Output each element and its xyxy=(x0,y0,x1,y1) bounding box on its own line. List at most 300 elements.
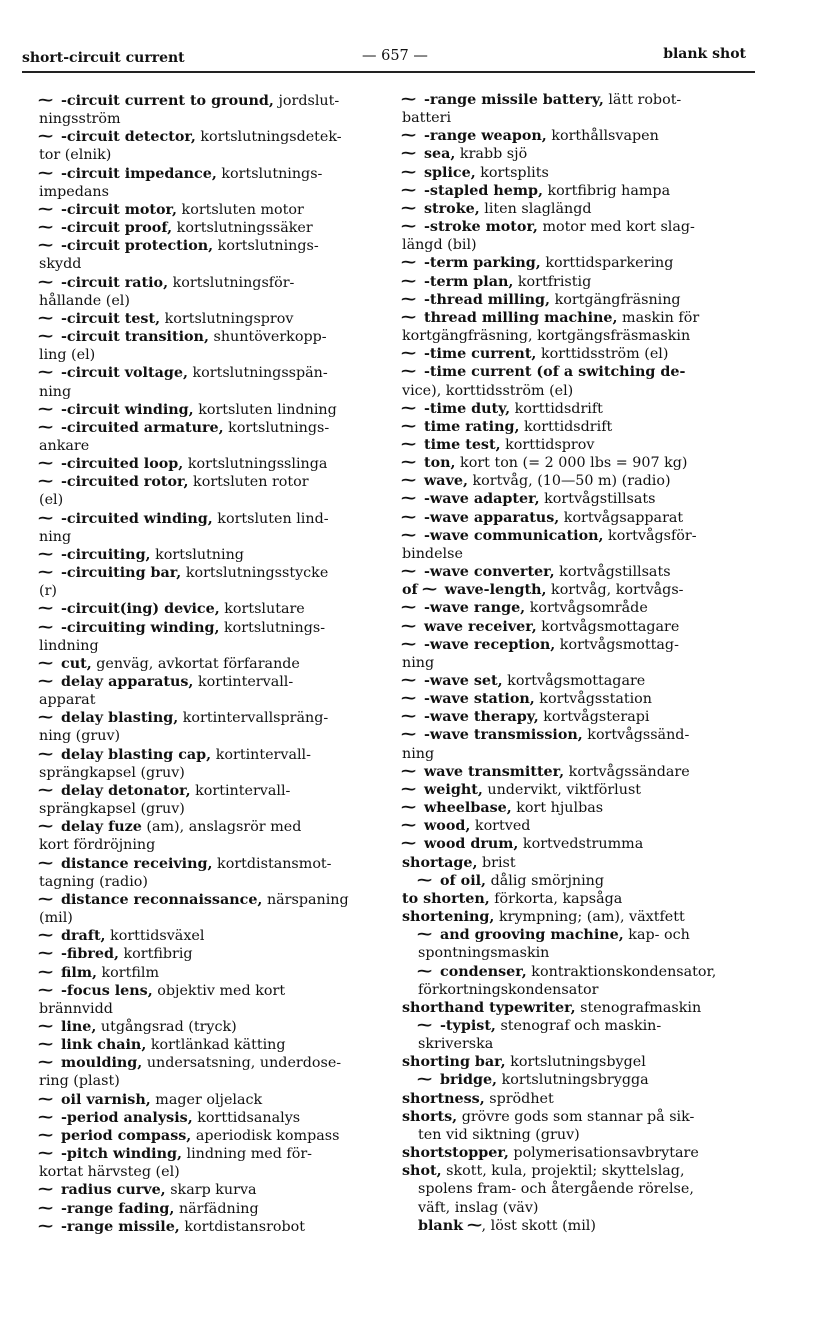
definition: lindning med för- xyxy=(181,1146,312,1163)
swung-dash-icon: ~ xyxy=(399,270,418,290)
headword: cut, xyxy=(61,655,92,672)
swung-dash-icon: ~ xyxy=(399,488,418,508)
entry-text: vice), korttidsström (el) xyxy=(402,382,574,399)
swung-dash-icon: ~ xyxy=(465,1214,484,1234)
dictionary-entry xyxy=(415,924,754,944)
swung-dash-icon: ~ xyxy=(399,470,418,490)
definition: utgångsrad (tryck) xyxy=(96,1018,237,1035)
swung-dash-icon: ~ xyxy=(36,1015,55,1035)
dictionary-entry xyxy=(36,90,379,110)
dictionary-entry xyxy=(36,1034,379,1054)
definition: korttidsanalys xyxy=(192,1109,301,1126)
dictionary-entry xyxy=(399,306,754,327)
dictionary-entry xyxy=(399,415,754,436)
swung-dash-icon: ~ xyxy=(36,1034,55,1054)
definition: närfädning xyxy=(174,1200,259,1217)
right-column xyxy=(399,89,754,1235)
definition: kortslutningsbygel xyxy=(505,1054,646,1071)
entry-text: (r) xyxy=(39,583,57,600)
definition: kap- och xyxy=(623,927,690,944)
definition: närspaning xyxy=(262,891,349,908)
swung-dash-icon: ~ xyxy=(399,361,418,381)
definition: kortslutnings- xyxy=(223,419,330,436)
swung-dash-icon: ~ xyxy=(399,452,418,472)
headword: wheelbase, xyxy=(424,800,512,817)
headword: -circuited loop, xyxy=(61,456,184,473)
dictionary-entry xyxy=(399,488,754,508)
headword: shot, xyxy=(402,1163,442,1180)
entry-continuation xyxy=(418,981,754,999)
entry-continuation xyxy=(39,691,379,709)
headword: of oil, xyxy=(440,872,487,889)
definition: kortfibrig hampa xyxy=(542,182,671,199)
definition: korttidsparkering xyxy=(540,255,674,272)
entry-text: brännvidd xyxy=(39,1000,113,1017)
dictionary-entry xyxy=(36,562,379,582)
swung-dash-icon: ~ xyxy=(36,707,55,727)
definition: kortvågstillsats xyxy=(554,564,671,581)
headword: -circuiting bar, xyxy=(61,565,182,582)
dictionary-entry xyxy=(399,143,754,163)
headword: -wave adapter, xyxy=(424,491,540,508)
headword: -wave reception, xyxy=(424,636,556,653)
swung-dash-icon: ~ xyxy=(36,925,55,945)
swung-dash-icon: ~ xyxy=(36,743,55,763)
definition: undersatsning, underdose- xyxy=(142,1055,342,1072)
headword: -typist, xyxy=(440,1017,496,1034)
definition: kortintervall- xyxy=(211,746,311,763)
entry-text: skydd xyxy=(39,256,82,273)
headword: delay fuze xyxy=(61,819,142,836)
dictionary-entry xyxy=(399,270,754,291)
swung-dash-icon: ~ xyxy=(36,307,55,327)
headword: -pitch winding, xyxy=(61,1146,182,1163)
definition: kortslutnings- xyxy=(213,238,319,255)
dictionary-entry xyxy=(399,452,754,472)
dictionary-entry xyxy=(402,1108,754,1126)
entry-text: längd (bil) xyxy=(402,237,477,254)
definition: kortintervall- xyxy=(190,782,291,799)
dictionary-entry xyxy=(36,1179,379,1199)
definition: kortsluten motor xyxy=(177,201,304,218)
headword: -wave range, xyxy=(424,600,526,617)
headword: -circuit detector, xyxy=(61,129,196,146)
swung-dash-icon: ~ xyxy=(36,943,55,963)
dictionary-entry xyxy=(399,706,754,726)
definition: kortsluten lind- xyxy=(212,510,329,527)
swung-dash-icon: ~ xyxy=(399,597,418,617)
swung-dash-icon: ~ xyxy=(399,343,418,363)
definition: skarp kurva xyxy=(165,1182,257,1199)
dictionary-entry xyxy=(399,433,754,454)
dictionary-entry xyxy=(399,343,754,363)
headword: -circuit current to ground, xyxy=(61,93,274,109)
definition: stenograf och maskin- xyxy=(495,1017,662,1034)
definition: mager oljelack xyxy=(150,1091,263,1108)
entry-continuation xyxy=(418,1126,754,1144)
entry-text: tagning (radio) xyxy=(39,873,148,890)
entry-text: förkortningskondensator xyxy=(418,981,599,998)
definition: kortvågsområde xyxy=(525,600,648,617)
headword: wood, xyxy=(424,818,471,835)
swung-dash-icon: ~ xyxy=(399,179,418,199)
dictionary-entry xyxy=(415,960,754,981)
swung-dash-icon: ~ xyxy=(399,615,418,635)
dictionary-entry xyxy=(36,453,379,473)
dictionary-entry xyxy=(399,161,754,182)
dictionary-entry xyxy=(36,507,379,528)
entry-text: tor (elnik) xyxy=(39,147,112,164)
headword: blank xyxy=(418,1217,463,1234)
swung-dash-icon: ~ xyxy=(399,760,418,780)
dictionary-entry xyxy=(399,724,754,744)
dictionary-entry xyxy=(36,779,379,800)
entry-continuation xyxy=(39,110,379,128)
dictionary-entry xyxy=(399,179,754,200)
headword: film, xyxy=(61,964,97,981)
definition: skott, kula, projektil; skyttelslag, xyxy=(441,1163,685,1180)
definition: kortsplits xyxy=(475,164,549,181)
entry-continuation xyxy=(402,236,754,254)
entry-continuation xyxy=(402,545,754,563)
headword: sea, xyxy=(424,146,456,163)
entry-text: bindelse xyxy=(402,545,463,562)
entry-continuation xyxy=(39,1072,379,1090)
dictionary-entry xyxy=(399,615,754,636)
entry-continuation xyxy=(402,327,754,345)
dictionary-entry xyxy=(36,235,379,255)
swung-dash-icon: ~ xyxy=(399,670,418,689)
entry-continuation xyxy=(39,346,379,364)
entry-continuation xyxy=(39,1163,379,1181)
dictionary-entry xyxy=(399,361,754,381)
swung-dash-icon: ~ xyxy=(36,888,55,908)
entry-text: ten vid siktning (gruv) xyxy=(418,1126,580,1143)
dictionary-entry xyxy=(36,416,379,437)
dictionary-entry xyxy=(36,671,379,691)
headword: moulding, xyxy=(61,1055,143,1072)
dictionary-entry xyxy=(399,506,754,527)
definition: kortslutningsdetek- xyxy=(195,129,342,146)
dictionary-entry xyxy=(36,816,379,836)
definition: sprödhet xyxy=(484,1090,554,1107)
dictionary-entry xyxy=(399,216,754,236)
dictionary-entry xyxy=(36,888,379,909)
definition: kortslutning xyxy=(150,546,244,563)
swung-dash-icon: ~ xyxy=(399,524,418,544)
dictionary-entry xyxy=(36,707,379,727)
dictionary-entry xyxy=(399,470,754,490)
headword: -wave therapy, xyxy=(424,709,539,726)
dictionary-entry xyxy=(36,543,379,564)
headword: -range weapon, xyxy=(424,128,547,145)
swung-dash-icon: ~ xyxy=(399,778,418,798)
headword: -circuit protection, xyxy=(61,238,214,255)
dictionary-entry xyxy=(399,597,754,617)
definition: kortvågssänd- xyxy=(582,727,690,744)
entry-continuation xyxy=(402,109,754,127)
definition: kortvågsmottag- xyxy=(555,636,679,653)
headword: shortstopper, xyxy=(402,1145,509,1162)
dictionary-entry xyxy=(36,162,379,183)
definition: kortfristig xyxy=(513,273,592,290)
swung-dash-icon: ~ xyxy=(36,652,55,672)
entry-text: batteri xyxy=(402,110,452,127)
swung-dash-icon: ~ xyxy=(399,306,418,326)
headword: -term plan, xyxy=(424,273,514,290)
swung-dash-icon: ~ xyxy=(399,706,418,726)
dictionary-entry xyxy=(402,908,754,926)
entry-text: apparat xyxy=(39,692,96,709)
headword: -circuited armature, xyxy=(61,419,224,436)
definition: polymerisationsavbrytare xyxy=(508,1145,699,1162)
dictionary-entry xyxy=(399,288,754,309)
definition: dålig smörjning xyxy=(486,872,605,889)
dictionary-entry xyxy=(402,1090,754,1108)
dictionary-entry xyxy=(36,979,379,1000)
entry-prefix: of xyxy=(402,582,423,599)
dictionary-entry xyxy=(36,1143,379,1163)
definition: genväg, avkortat förfarande xyxy=(91,655,300,672)
headword: -fibred, xyxy=(61,946,119,963)
definition: liten slaglängd xyxy=(479,200,592,217)
definition: kortslutningsprov xyxy=(160,310,294,327)
headword: -wave converter, xyxy=(424,564,555,581)
headword: weight, xyxy=(424,781,483,798)
entry-continuation xyxy=(39,637,379,655)
header-right-guideword: blank shot xyxy=(663,46,746,62)
entry-continuation xyxy=(39,1000,379,1018)
swung-dash-icon: ~ xyxy=(420,579,439,599)
dictionary-entry xyxy=(399,688,754,708)
headword: -stroke motor, xyxy=(424,219,538,236)
swung-dash-icon: ~ xyxy=(36,1143,55,1163)
swung-dash-icon: ~ xyxy=(399,143,418,163)
dictionary-entry xyxy=(36,616,379,637)
entry-text: (el) xyxy=(39,492,64,509)
headword: -thread milling, xyxy=(424,291,551,308)
entry-continuation xyxy=(39,183,379,201)
definition: maskin för xyxy=(617,309,700,326)
dictionary-entry xyxy=(36,1088,379,1109)
definition: kortslutningsslinga xyxy=(183,456,328,473)
swung-dash-icon: ~ xyxy=(399,561,418,581)
swung-dash-icon: ~ xyxy=(36,362,55,382)
headword: -time current (of a switching de- xyxy=(424,364,686,381)
headword: -wave apparatus, xyxy=(424,509,560,526)
swung-dash-icon: ~ xyxy=(399,252,418,272)
headword: draft, xyxy=(61,928,106,945)
entry-text: ring (plast) xyxy=(39,1073,120,1090)
headword: -period analysis, xyxy=(61,1109,193,1126)
definition: kortsluten rotor xyxy=(188,474,309,491)
entry-text: sprängkapsel (gruv) xyxy=(39,801,185,818)
swung-dash-icon: ~ xyxy=(36,198,55,218)
swung-dash-icon: ~ xyxy=(415,869,434,889)
entry-continuation xyxy=(39,383,379,401)
headword: -circuit proof, xyxy=(61,220,173,237)
definition: kortintervall- xyxy=(193,674,294,690)
entry-continuation xyxy=(39,582,379,600)
swung-dash-icon: ~ xyxy=(399,89,418,108)
dictionary-entry xyxy=(402,999,754,1017)
headword: -term parking, xyxy=(424,255,541,272)
swung-dash-icon: ~ xyxy=(399,415,418,435)
definition: kortslutnings- xyxy=(216,165,323,182)
swung-dash-icon: ~ xyxy=(36,1124,55,1144)
swung-dash-icon: ~ xyxy=(399,197,418,217)
headword: -circuit impedance, xyxy=(61,165,217,182)
dictionary-entry xyxy=(36,1197,379,1218)
entry-continuation xyxy=(39,146,379,164)
entry-continuation xyxy=(39,491,379,509)
definition: kortslutnings- xyxy=(219,619,326,636)
definition: shuntöverkopp- xyxy=(208,329,327,346)
entry-continuation xyxy=(39,528,379,546)
dictionary-entry xyxy=(36,1052,379,1072)
swung-dash-icon: ~ xyxy=(415,1014,434,1034)
swung-dash-icon: ~ xyxy=(399,397,418,417)
swung-dash-icon: ~ xyxy=(415,1069,434,1089)
swung-dash-icon: ~ xyxy=(36,1215,55,1235)
swung-dash-icon: ~ xyxy=(36,616,55,636)
headword: distance reconnaissance, xyxy=(61,891,263,908)
swung-dash-icon: ~ xyxy=(36,1106,55,1126)
dictionary-entry xyxy=(399,252,754,272)
definition: kort hjulbas xyxy=(511,800,604,817)
dictionary-entry xyxy=(36,1215,379,1236)
entry-text: ling (el) xyxy=(39,347,96,364)
definition: kortvedstrumma xyxy=(518,836,644,853)
definition: kortsluten lindning xyxy=(193,401,337,418)
definition: (am), anslagsrör med xyxy=(141,819,302,836)
definition: jordslut- xyxy=(273,93,340,109)
swung-dash-icon: ~ xyxy=(36,816,55,836)
definition: kortslutningsspän- xyxy=(187,365,328,382)
swung-dash-icon: ~ xyxy=(399,688,418,708)
headword: distance receiving, xyxy=(61,855,213,872)
headword: -focus lens, xyxy=(61,982,153,999)
headword: and grooving machine, xyxy=(440,927,624,944)
headword: -wave transmission, xyxy=(424,727,583,744)
swung-dash-icon: ~ xyxy=(36,671,55,690)
entry-continuation xyxy=(39,836,379,854)
entry-continuation xyxy=(402,382,754,400)
definition: kortvågstillsats xyxy=(539,491,656,508)
dictionary-entry xyxy=(399,561,754,581)
definition: korttidsdrift xyxy=(519,418,613,435)
definition: aperiodisk kompass xyxy=(191,1127,340,1144)
swung-dash-icon: ~ xyxy=(36,126,55,146)
swung-dash-icon: ~ xyxy=(415,924,434,944)
definition: kortvåg, kortvågs- xyxy=(546,582,684,599)
dictionary-entry xyxy=(399,778,754,799)
entry-continuation xyxy=(418,1180,754,1198)
dictionary-entry xyxy=(399,397,754,418)
dictionary-entry xyxy=(36,598,379,618)
swung-dash-icon: ~ xyxy=(36,598,55,618)
headword: to shorten, xyxy=(402,890,490,907)
headword: -circuited rotor, xyxy=(61,474,189,491)
entry-text: kort fördröjning xyxy=(39,837,156,854)
dictionary-entry xyxy=(399,633,754,654)
headword: splice, xyxy=(424,164,476,181)
headword: wave transmitter, xyxy=(424,763,565,780)
dictionary-entry xyxy=(36,471,379,491)
swung-dash-icon: ~ xyxy=(36,852,55,872)
headword: delay blasting, xyxy=(61,710,179,727)
headword: -circuit transition, xyxy=(61,329,209,346)
definition: kortfibrig xyxy=(118,946,193,963)
definition: kortintervallspräng- xyxy=(178,710,329,727)
definition: kortdistansrobot xyxy=(179,1218,306,1235)
dictionary-entry xyxy=(36,217,379,237)
entry-continuation xyxy=(418,1035,754,1053)
swung-dash-icon: ~ xyxy=(399,797,418,817)
dictionary-entry xyxy=(402,1162,754,1180)
definition: kortved xyxy=(470,818,531,835)
headword: -circuiting, xyxy=(61,546,151,563)
headword: -time duty, xyxy=(424,400,511,417)
definition: kortvågsför- xyxy=(603,527,697,544)
dictionary-entry xyxy=(36,271,379,292)
definition: kortgängfräsning xyxy=(550,291,681,308)
swung-dash-icon: ~ xyxy=(399,433,418,453)
entry-text: spolens fram- och återgående rörelse, xyxy=(418,1181,694,1198)
dictionary-entry xyxy=(36,652,379,673)
definition: kortslutare xyxy=(219,601,305,618)
entry-text: ning xyxy=(39,383,72,400)
headword: delay blasting cap, xyxy=(61,746,212,763)
headword: shorthand typewriter, xyxy=(402,999,576,1016)
definition: brist xyxy=(477,854,516,871)
entry-continuation xyxy=(39,292,379,310)
headword: -stapled hemp, xyxy=(424,182,543,199)
headword: -circuit motor, xyxy=(61,201,177,218)
headword: -wave communication, xyxy=(424,527,604,544)
dictionary-entry xyxy=(415,869,754,890)
headword: -circuit ratio, xyxy=(61,274,169,291)
headword: -circuited winding, xyxy=(61,510,213,527)
headword: time rating, xyxy=(424,418,520,435)
swung-dash-icon: ~ xyxy=(36,217,55,237)
entry-continuation xyxy=(418,944,754,962)
entry-text: ning xyxy=(39,528,72,545)
header-left-guideword: short-circuit current xyxy=(22,50,185,66)
dictionary-entry xyxy=(399,524,754,545)
entry-continuation xyxy=(39,255,379,273)
dictionary-entry xyxy=(36,961,379,982)
swung-dash-icon: ~ xyxy=(399,161,418,181)
dictionary-entry xyxy=(36,743,379,764)
headword: radius curve, xyxy=(61,1182,166,1199)
entry-continuation xyxy=(39,800,379,818)
dictionary-entry xyxy=(36,943,379,963)
definition: kortslutningsstycke xyxy=(181,565,329,582)
definition: objektiv med kort xyxy=(152,982,286,999)
headword: shorts, xyxy=(402,1108,458,1125)
swung-dash-icon: ~ xyxy=(36,543,55,563)
headword: shortness, xyxy=(402,1090,485,1107)
definition: korttidsström (el) xyxy=(536,346,669,363)
headword: -wave station, xyxy=(424,691,535,708)
swung-dash-icon: ~ xyxy=(399,506,418,526)
entry-continuation xyxy=(39,909,379,927)
headword: -range missile, xyxy=(61,1218,180,1235)
dictionary-entry xyxy=(36,326,379,346)
swung-dash-icon: ~ xyxy=(36,271,55,291)
dictionary-entry xyxy=(399,670,754,690)
